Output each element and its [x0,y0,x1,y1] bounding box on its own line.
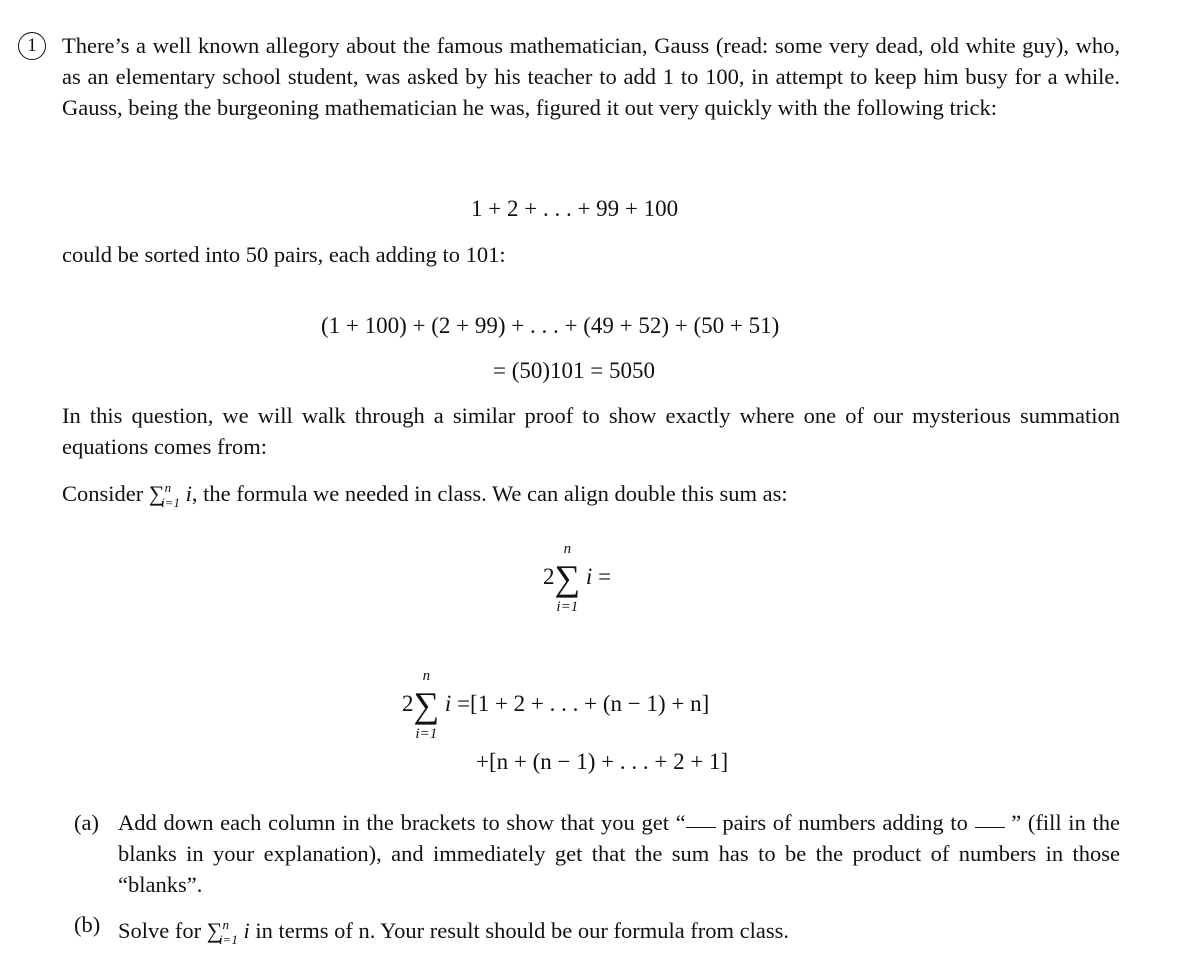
part-b-sum-upper: n [222,917,229,932]
inline-summation: ∑$^n_{i=1}$ [148,480,180,510]
pairs-equation-line1: (1 + 100) + (2 + 99) + . . . + (49 + 52) + (50 + 51) [321,313,780,338]
part-a-text [118,807,1120,900]
question-number-badge: 1 [18,32,46,60]
part-b-sum-lower: i=1 [218,932,238,947]
double-sum-display [543,541,612,615]
blank-count[interactable] [686,827,716,828]
double-sum-eq: = [598,564,612,589]
part-b-summation: ∑$^n_{i=1}$ [206,917,238,947]
aligned-var: i [444,691,452,716]
consider-prefix: Consider [62,481,144,506]
double-sum-coeff: 2 [543,564,555,589]
proof-intro-paragraph: In this question, we will walk through a similar proof to show exactly where one of our mysterious summation equations comes from: [62,403,1120,459]
inline-sum-var: i [185,481,192,506]
aligned-sum-line2: +[n + (n − 1) + . . . + 2 + 1] [476,749,729,774]
aligned-coeff: 2 [402,691,414,716]
part-b-text-after: in terms of n. Your result should be our formula from class. [255,918,790,943]
aligned-sum-lower: i=1 [415,726,438,742]
double-sum-upper: n [563,541,572,557]
part-b-text [118,909,1120,955]
aligned-sum-line1 [402,668,710,742]
double-sum-var: i [585,564,593,589]
intro-paragraph: There’s a well known allegory about the famous mathematician, Gauss (read: some very dead, old white guy), who, as an elementary school student, was asked by his teacher to add 1 to 100, in attempt to keep him busy for a while. Gauss, being the burgeoning mathematician he was, figured it out very quickly with the following trick: [62,33,1120,120]
pairs-sentence: could be sorted into 50 pairs, each adding to 101: [62,242,506,267]
gauss-sum-equation: 1 + 2 + . . . + 99 + 100 [471,196,679,221]
part-b-sum-var: i [243,918,250,943]
inline-sum-upper: n [164,480,172,495]
part-a-text-before: Add down each column in the brackets to show that you get “ [118,810,686,835]
inline-sum-lower: i=1 [161,495,180,510]
part-b-text-before: Solve for [118,918,202,943]
double-sum-lower: i=1 [556,599,579,615]
consider-sentence [62,472,1120,518]
aligned-sum-upper: n [422,668,431,684]
consider-suffix: , the formula we needed in class. We can align double this sum as: [191,481,788,506]
blank-sum[interactable] [975,827,1005,828]
part-a-label: (a) [74,810,99,835]
aligned-sigma: ∑ n i=1 [413,668,440,742]
double-sum-sigma: ∑ n i=1 [554,541,581,615]
part-b-label: (b) [74,912,101,937]
part-a-text-after: ” (fill in the blanks in your explanation), and immediately get that the sum has to be the product of numbers in those “blanks”. [118,810,1120,897]
part-a-text-middle: pairs of numbers adding to [715,810,975,835]
pairs-equation-line2: = (50)101 = 5050 [493,358,656,383]
aligned-line1-expr: =[1 + 2 + . . . + (n − 1) + n] [457,691,710,716]
